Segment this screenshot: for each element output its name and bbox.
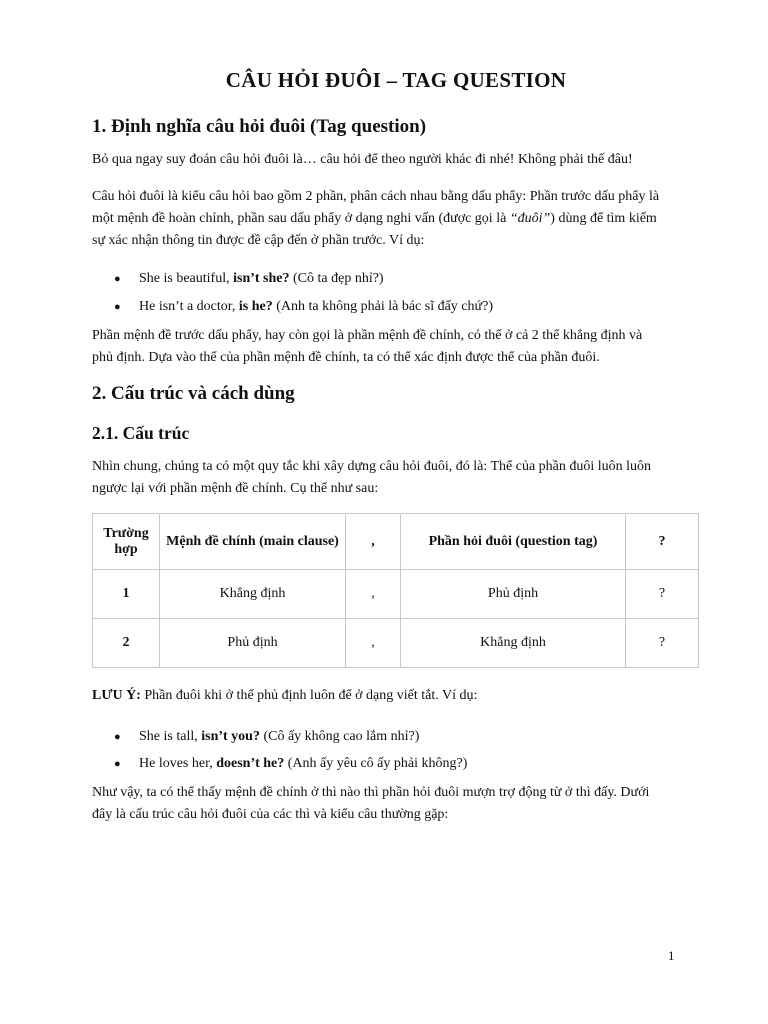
section-2-1-heading: 2.1. Cấu trúc <box>92 423 190 443</box>
table-cell: 1 <box>93 570 160 619</box>
table-cell: Khẳng định <box>401 619 626 668</box>
table-header-cell: Phần hỏi đuôi (question tag) <box>401 514 626 570</box>
table-cell: Khẳng định <box>160 570 346 619</box>
note-paragraph <box>92 685 692 707</box>
definition-line-1: Câu hỏi đuôi là kiểu câu hỏi bao gồm 2 phần, phân cách nhau bằng dấu phẩy: Phần trước dấu phẩy là <box>92 189 660 204</box>
table-header-cell: Mệnh đề chính (main clause) <box>160 514 346 570</box>
bullet-icon: ● <box>114 731 121 743</box>
table-cell: , <box>346 619 401 668</box>
section-1-explanation: Phần mệnh đề trước dấu phẩy, hay còn gọi là phần mệnh đề chính, có thể ở cả 2 thể khẳng định và phủ định. Dựa vào thể của phần mệnh đề chính, ta có thể xác định được thể của phần đuôi. <box>92 328 643 365</box>
table-header-row <box>93 514 699 570</box>
table-cell: , <box>346 570 401 619</box>
bullet-icon: ● <box>114 301 121 313</box>
section-1-heading: 1. Định nghĩa câu hỏi đuôi (Tag question) <box>92 116 427 137</box>
document-title: CÂU HỎI ĐUÔI – TAG QUESTION <box>225 68 567 92</box>
section-1-intro: Bỏ qua ngay suy đoán câu hỏi đuôi là… câu hỏi để theo người khác đi nhé! Không phải thế đâu! <box>92 152 633 167</box>
closing-paragraph: Như vậy, ta có thể thấy mệnh đề chính ở thì nào thì phần hỏi đuôi mượn trợ động từ ở thì đấy. Dưới đây là cấu trúc câu hỏi đuôi của các thì và kiểu câu thường gặp: <box>92 785 650 822</box>
structure-table <box>92 513 699 668</box>
page-number: 1 <box>668 948 675 963</box>
duoi-term: “đuôi” <box>509 211 551 226</box>
table-header-cell: Trường hợp <box>93 514 160 570</box>
note-text: Phần đuôi khi ở thể phủ định luôn để ở dạng viết tắt. Ví dụ: <box>140 688 478 703</box>
table-cell: Phủ định <box>401 570 626 619</box>
table-cell: Phủ định <box>160 619 346 668</box>
note-label: LƯU Ý: <box>92 688 141 703</box>
table-cell: ? <box>626 570 699 619</box>
table-header-cell: ? <box>626 514 699 570</box>
section-2-heading: 2. Cấu trúc và cách dùng <box>92 383 295 404</box>
table-header-cell: , <box>346 514 401 570</box>
table-row <box>93 570 699 619</box>
bullet-icon: ● <box>114 758 121 770</box>
bullet-icon: ● <box>114 273 121 285</box>
table-row <box>93 619 699 668</box>
definition-line-3: sự xác nhận thông tin được đề cập đến ở phần trước. Ví dụ: <box>92 233 425 248</box>
definition-line-2: một mệnh đề hoàn chỉnh, phần sau dấu phẩy ở dạng nghi vấn (được gọi là “đuôi”) dùng để tìm kiếm <box>92 211 657 226</box>
section-1-definition <box>92 186 692 252</box>
table-cell: 2 <box>93 619 160 668</box>
section-2-intro: Nhìn chung, chúng ta có một quy tắc khi xây dựng câu hỏi đuôi, đó là: Thể của phần đuôi luôn luôn ngược lại với phần mệnh đề chính. Cụ thể như sau: <box>92 459 652 496</box>
table-cell: ? <box>626 619 699 668</box>
